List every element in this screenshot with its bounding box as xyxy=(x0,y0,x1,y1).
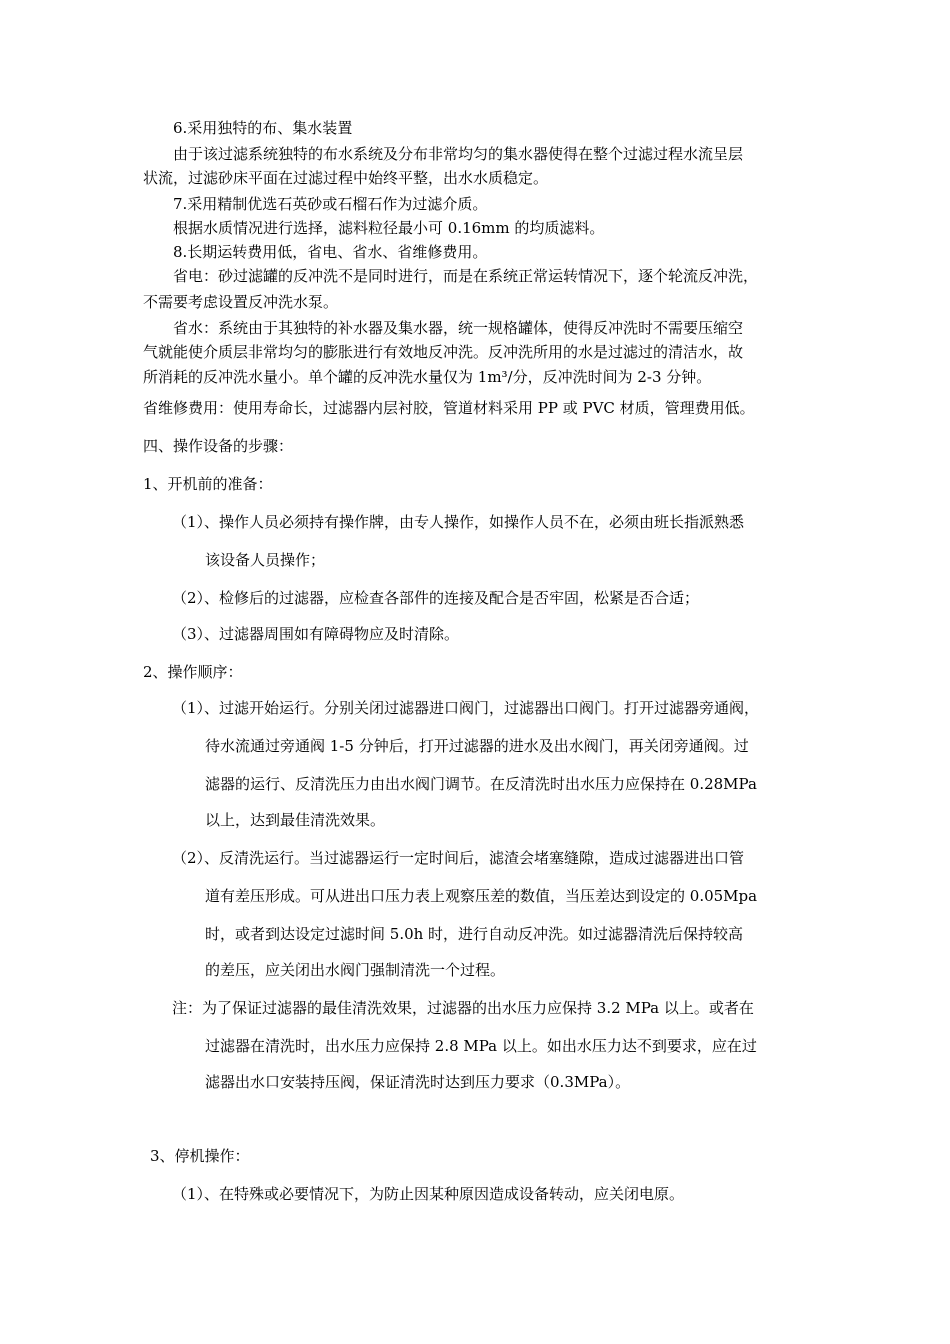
subsection-heading: 1、开机前的准备： xyxy=(143,475,273,493)
list-item: （2）、反清洗运行。当过滤器运行一定时间后，滤渣会堵塞缝隙，造成过滤器进出口管 xyxy=(172,849,745,867)
list-item-continuation: 滤器的运行、反清洗压力由出水阀门调节。在反清洗时出水压力应保持在 0.28MPa xyxy=(205,775,757,793)
paragraph-line: 气就能使介质层非常均匀的膨胀进行有效地反冲洗。反冲洗所用的水是过滤过的清洁水，故 xyxy=(143,343,744,361)
list-item-continuation: 道有差压形成。可从进出口压力表上观察压差的数值，当压差达到设定的 0.05Mpa xyxy=(205,887,758,905)
list-item-continuation: 的差压，应关闭出水阀门强制清洗一个过程。 xyxy=(205,961,506,979)
list-item: （1）、过滤开始运行。分别关闭过滤器进口阀门，过滤器出口阀门。打开过滤器旁通阀， xyxy=(172,699,760,717)
paragraph-line: 省水：系统由于其独特的补水器及集水器，统一规格罐体，使得反冲洗时不需要压缩空 xyxy=(173,319,744,337)
list-item: （1）、在特殊或必要情况下，为防止因某种原因造成设备转动，应关闭电原。 xyxy=(172,1185,685,1203)
list-item-continuation: 以上，达到最佳清洗效果。 xyxy=(205,811,386,829)
list-item: （3）、过滤器周围如有障碍物应及时清除。 xyxy=(172,625,460,643)
list-item: （2）、检修后的过滤器，应检查各部件的连接及配合是否牢固，松紧是否合适； xyxy=(172,589,700,607)
note-continuation: 过滤器在清洗时，出水压力应保持 2.8 MPa 以上。如出水压力达不到要求，应在过 xyxy=(205,1037,757,1055)
list-item-continuation: 待水流通过旁通阀 1-5 分钟后，打开过滤器的进水及出水阀门，再关闭旁通阀。过 xyxy=(205,737,749,755)
item-7-heading: 7.采用精制优选石英砂或石榴石作为过滤介质。 xyxy=(173,195,488,213)
paragraph-line: 由于该过滤系统独特的布水系统及分布非常均匀的集水器使得在整个过滤过程水流呈层 xyxy=(173,145,744,163)
paragraph-line: 不需要考虑设置反冲洗水泵。 xyxy=(143,293,339,311)
item-8-heading: 8.长期运转费用低，省电、省水、省维修费用。 xyxy=(173,243,488,261)
list-item-continuation: 时，或者到达设定过滤时间 5.0h 时，进行自动反冲洗。如过滤器清洗后保持较高 xyxy=(205,925,744,943)
paragraph-line: 根据水质情况进行选择，滤料粒径最小可 0.16mm 的均质滤料。 xyxy=(173,219,605,237)
list-item-continuation: 该设备人员操作； xyxy=(205,551,326,569)
paragraph-line: 省维修费用：使用寿命长，过滤器内层衬胶，管道材料采用 PP 或 PVC 材质，管理费用低。 xyxy=(143,399,755,417)
paragraph-line: 状流，过滤砂床平面在过滤过程中始终平整，出水水质稳定。 xyxy=(143,169,549,187)
note-line: 注：为了保证过滤器的最佳清洗效果，过滤器的出水压力应保持 3.2 MPa 以上。或者在 xyxy=(172,999,754,1017)
paragraph-line: 省电：砂过滤罐的反冲洗不是同时进行，而是在系统正常运转情况下，逐个轮流反冲洗， xyxy=(173,267,759,285)
section-heading: 四、操作设备的步骤： xyxy=(143,437,294,455)
note-continuation: 滤器出水口安装持压阀，保证清洗时达到压力要求（0.3MPa）。 xyxy=(205,1073,631,1091)
subsection-heading: 2、操作顺序： xyxy=(143,663,243,681)
list-item: （1）、操作人员必须持有操作牌，由专人操作，如操作人员不在，必须由班长指派熟悉 xyxy=(172,513,745,531)
paragraph-line: 所消耗的反冲洗水量小。单个罐的反冲洗水量仅为 1m³/分，反冲洗时间为 2-3 分钟。 xyxy=(143,368,712,386)
item-6-heading: 6.采用独特的布、集水装置 xyxy=(173,119,353,137)
subsection-heading: 3、停机操作： xyxy=(150,1147,250,1165)
